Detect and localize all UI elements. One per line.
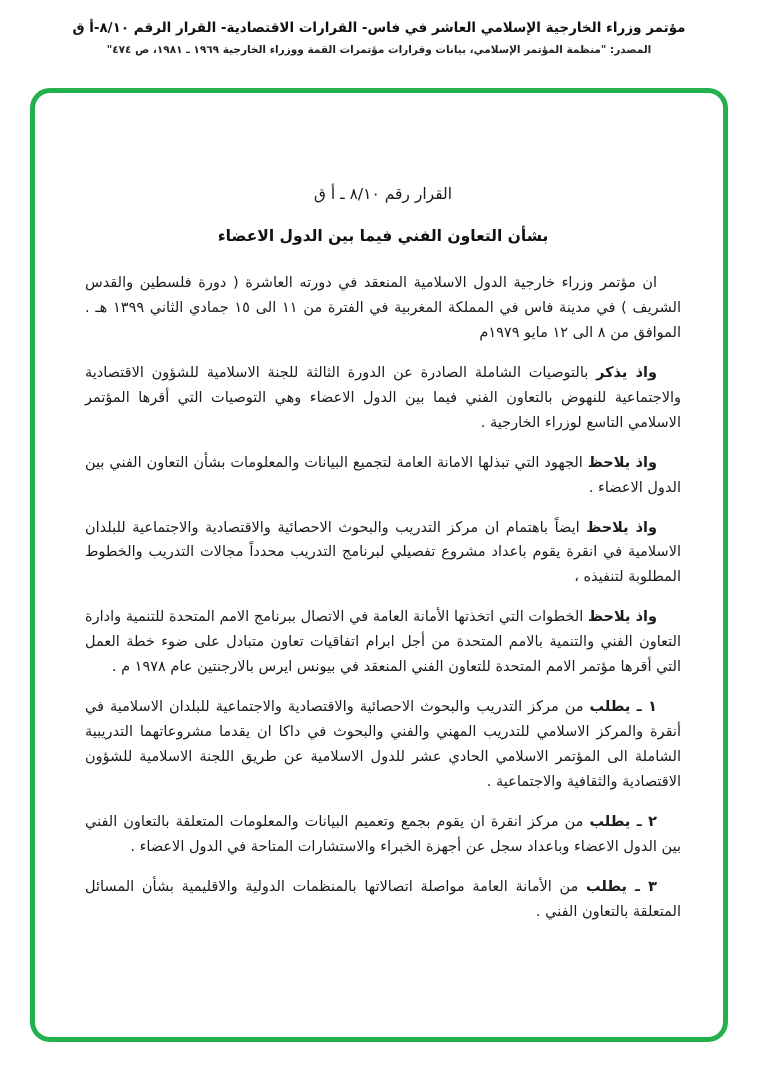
paragraph-preamble (85, 271, 681, 346)
paragraph-recalling-lead: واذ يذكر (596, 364, 658, 381)
paragraph-noting-1-lead: واذ يلاحظ (587, 454, 658, 471)
resolution-number-title: القرار رقم ٨/١٠ ـ أ ق (313, 185, 453, 203)
document-header (0, 18, 758, 56)
paragraph-operative-3-lead: ٣ ـ يطلب (586, 878, 658, 895)
paragraph-noting-2 (85, 516, 681, 591)
paragraph-operative-2-lead: ٢ ـ يطلب (589, 813, 657, 830)
paragraph-recalling-text: بالتوصيات الشاملة الصادرة عن الدورة الثالثة للجنة الاسلامية للشؤون الاقتصادية والاجتماعية للنهوض بالتعاون الفني فيما بين الدول الاعضاء وهي التوصيات التي أقرها المؤتمر الاسلامي التاسع لوزراء الخارجية . (85, 364, 681, 431)
header-source: المصدر: "منظمة المؤتمر الإسلامي، بيانات وقرارات مؤتمرات القمة ووزراء الخارجية ١٩٦٩ ـ ١٩٨١، ص ٤٧٤" (106, 44, 652, 57)
paragraph-noting-1 (85, 451, 681, 501)
paragraph-noting-3-lead: واذ يلاحظ (588, 609, 658, 626)
paragraph-operative-1-lead: ١ ـ يطلب (589, 699, 658, 716)
paragraph-noting-3-text: الخطوات التي اتخذتها الأمانة العامة في الاتصال ببرنامج الامم المتحدة للتنمية وادارة التعاون الفني والتنمية بالامم المتحدة من أجل ابرام اتفاقيات تعاون متبادل على ضوء خطة العمل التي أقرها مؤتمر الامم المتحدة للتعاون الفني المنعقد في بيونس ايرس بالارجنتين عام ١٩٧٨ م . (85, 609, 681, 676)
paragraph-noting-2-lead: واذ يلاحظ (586, 519, 658, 536)
paragraph-operative-1 (85, 695, 681, 795)
paragraph-operative-3 (85, 875, 681, 925)
document-content (35, 93, 723, 925)
paragraph-recalling (85, 361, 681, 436)
paragraph-operative-2 (85, 810, 681, 860)
paragraph-noting-3 (85, 605, 681, 680)
paragraph-operative-3-text: من الأمانة العامة مواصلة اتصالاتها بالمنظمات الدولية والاقليمية بشأن المسائل المتعلقة بالتعاون الفني . (85, 878, 681, 920)
paragraph-noting-1-text: الجهود التي تبذلها الامانة العامة لتجميع البيانات والمعلومات بشأن التعاون الفني بين الدول الاعضاء . (85, 454, 681, 496)
resolution-subject-title: بشأن التعاون الفني فيما بين الدول الاعضاء (217, 227, 549, 245)
green-border-frame (30, 88, 728, 1042)
header-title: مؤتمر وزراء الخارجية الإسلامي العاشر في فاس- القرارات الاقتصادية- القرار الرقم ٨/١٠-أ ق (72, 20, 686, 36)
paragraph-noting-2-text: ايضاً باهتمام ان مركز التدريب والبحوث الاحصائية والاقتصادية والاجتماعية للبلدان الاسلامية في انقرة يقوم باعداد مشروع تفصيلي لبرنامج التدريب محدداً مجالات التدريب والخطوط المطلوبة لتنفيذه ، (85, 519, 681, 586)
paragraph-operative-2-text: من مركز انقرة ان يقوم بجمع وتعميم البيانات والمعلومات المتعلقة بالتعاون الفني بين الدول الاعضاء وباعداد سجل عن أجهزة الخبراء والاستشارات المتاحة في الدول الاعضاء . (85, 813, 681, 855)
paragraph-preamble-text: ان مؤتمر وزراء خارجية الدول الاسلامية المنعقد في دورته العاشرة ( دورة فلسطين والقدس الشريف ) في مدينة فاس في المملكة المغربية في الفترة من ١١ الى ١٥ جمادي الثاني ١٣٩٩ هـ . الموافق من ٨ الى ١٢ مايو ١٩٧٩م (85, 275, 681, 341)
paragraph-operative-1-text: من مركز التدريب والبحوث الاحصائية والاقتصادية والاجتماعية للبلدان الاسلامية في أنقرة والمركز الاسلامي للتدريب المهني والفني والبحوث في داكا ان يقدما مشروعاتهما التدريبية الشاملة الى المؤتمر الاسلامي الحادي عشر للدول الاسلامية عن طريق اللجنة الاسلامية للشؤون الاقتصادية والثقافية والاجتماعية . (85, 699, 681, 790)
